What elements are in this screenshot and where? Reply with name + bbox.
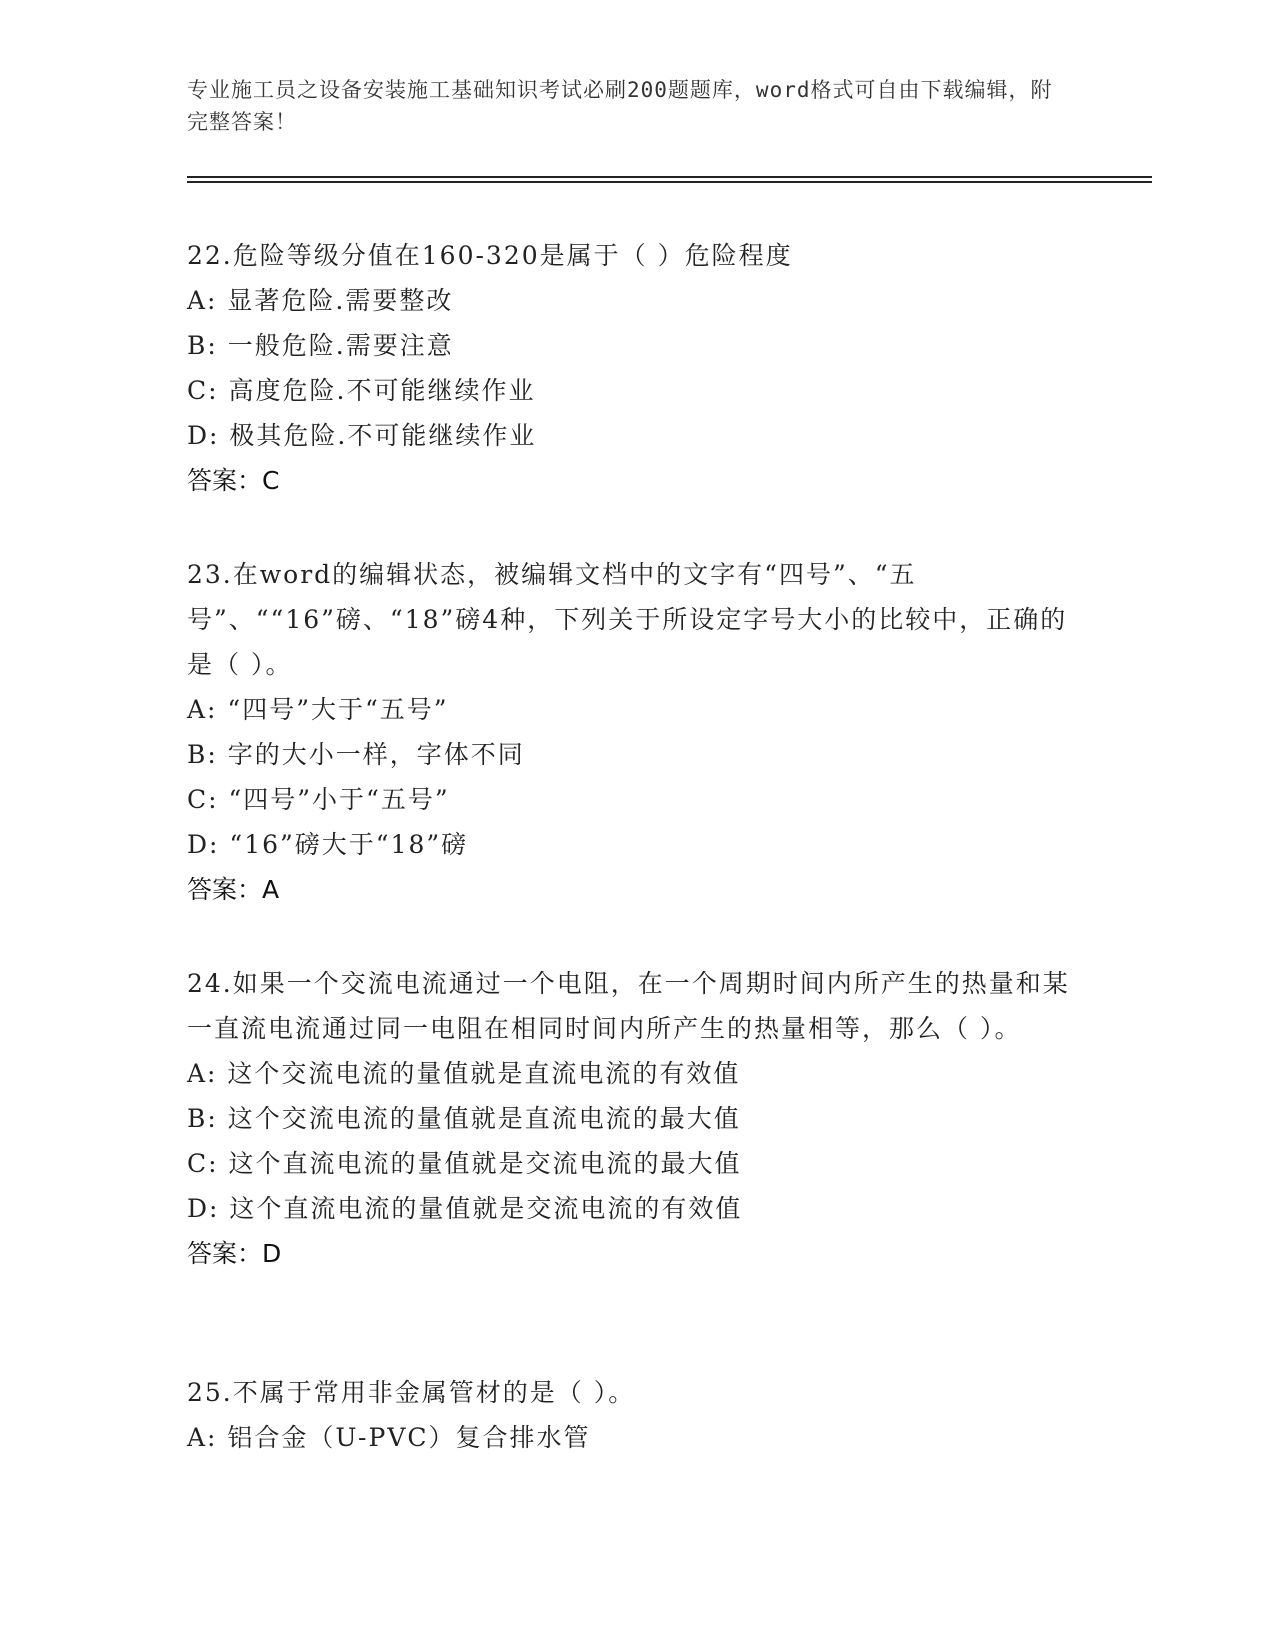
option-a: A: 显著危险.需要整改 (187, 286, 454, 315)
option-c: C: “四号”小于“五号” (187, 785, 450, 814)
option-d: D: 极其危险.不可能继续作业 (187, 421, 537, 450)
option-a: A: “四号”大于“五号” (187, 695, 449, 724)
option-b: B: 字的大小一样，字体不同 (187, 740, 525, 769)
question-stem: 24.如果一个交流电流通过一个电阻，在一个周期时间内所产生的热量和某一直流电流通过同一电阻在相同时间内所产生的热量相等，那么（ ）。 (187, 969, 1070, 1043)
option-d: D: “16”磅大于“18”磅 (187, 830, 469, 859)
question-stem: 25.不属于常用非金属管材的是（ ）。 (187, 1378, 636, 1407)
document-header: 专业施工员之设备安装施工基础知识考试必刷200题题库，word格式可自由下载编辑，附完整答案！ (187, 78, 1053, 134)
option-a: A: 这个交流电流的量值就是直流电流的有效值 (187, 1059, 741, 1088)
answer-line: 答案：A (187, 875, 280, 904)
option-a: A: 铝合金（U-PVC）复合排水管 (187, 1423, 591, 1452)
answer-line: 答案：C (187, 466, 280, 495)
question-25 (187, 1370, 1087, 1460)
question-23 (187, 552, 1087, 912)
option-b: B: 这个交流电流的量值就是直流电流的最大值 (187, 1104, 741, 1133)
option-c: C: 高度危险.不可能继续作业 (187, 376, 536, 405)
question-stem: 22.危险等级分值在160-320是属于（ ）危险程度 (187, 241, 793, 270)
question-stem: 23.在word的编辑状态，被编辑文档中的文字有“四号”、“五号”、““16”磅、“18”磅4种，下列关于所设定字号大小的比较中，正确的是（ ）。 (187, 560, 1068, 679)
option-d: D: 这个直流电流的量值就是交流电流的有效值 (187, 1194, 743, 1223)
question-24 (187, 961, 1087, 1276)
header-divider-bottom (187, 181, 1152, 183)
option-b: B: 一般危险.需要注意 (187, 331, 454, 360)
header-divider-top (187, 176, 1152, 178)
question-22 (187, 233, 1087, 503)
option-c: C: 这个直流电流的量值就是交流电流的最大值 (187, 1149, 742, 1178)
answer-line: 答案：D (187, 1239, 282, 1268)
